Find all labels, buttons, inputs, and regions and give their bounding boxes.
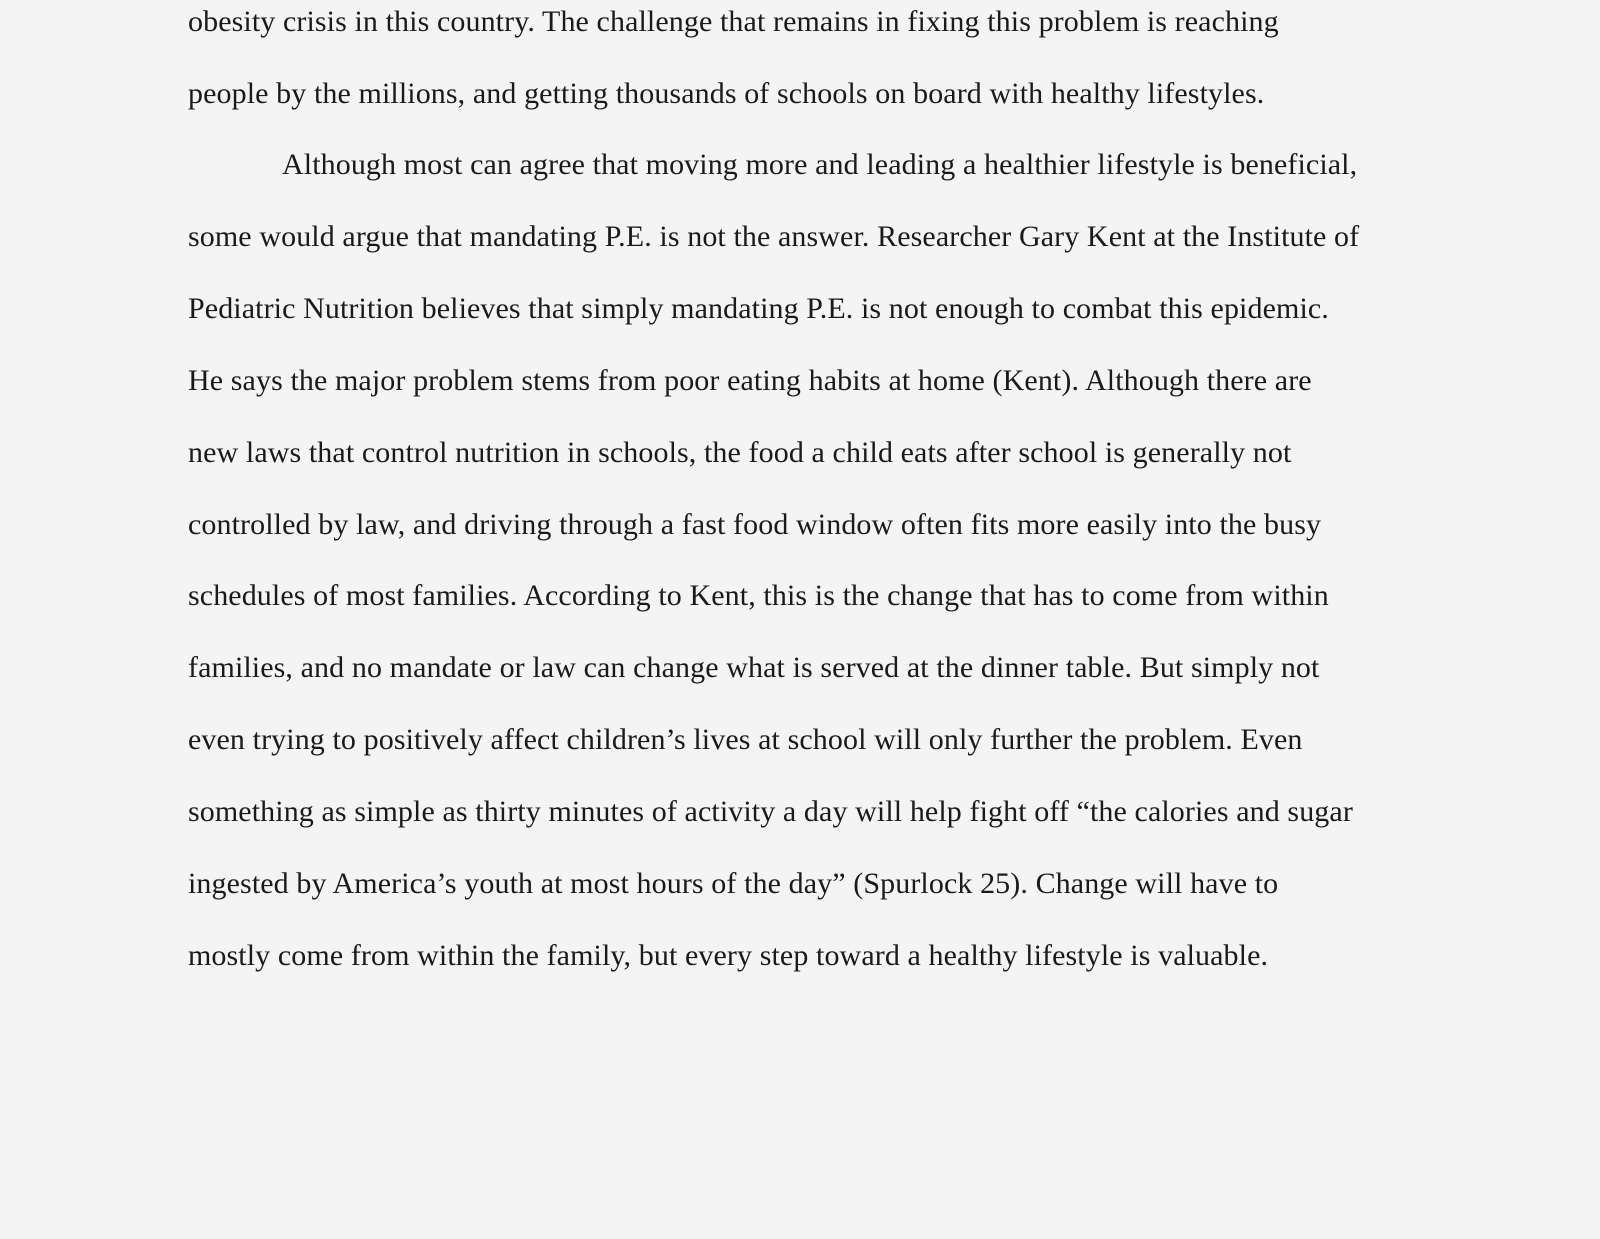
text-line: schedules of most families. According to Kent, this is the change that has to come from within [188, 579, 1329, 612]
text-line: obesity crisis in this country. The challenge that remains in fixing this problem is reaching [188, 5, 1279, 38]
text-line: mostly come from within the family, but every step toward a healthy lifestyle is valuable. [188, 939, 1269, 972]
text-line: something as simple as thirty minutes of activity a day will help fight off “the calories and sugar [188, 795, 1353, 828]
text-line: families, and no mandate or law can change what is served at the dinner table. But simply not [188, 651, 1320, 684]
text-line: new laws that control nutrition in schools, the food a child eats after school is generally not [188, 436, 1292, 469]
text-line: some would argue that mandating P.E. is not the answer. Researcher Gary Kent at the Institute of [188, 220, 1360, 253]
text-line: even trying to positively affect children’s lives at school will only further the problem. Even [188, 723, 1303, 756]
text-line: He says the major problem stems from poor eating habits at home (Kent). Although there are [188, 364, 1312, 397]
text-line: people by the millions, and getting thousands of schools on board with healthy lifestyles. [188, 77, 1265, 110]
paragraph-first-line: Although most can agree that moving more and leading a healthier lifestyle is beneficial, [282, 148, 1358, 181]
text-line: ingested by America’s youth at most hours of the day” (Spurlock 25). Change will have to [188, 867, 1279, 900]
text-line: Pediatric Nutrition believes that simply mandating P.E. is not enough to combat this epidemic. [188, 292, 1329, 325]
text-line: controlled by law, and driving through a fast food window often fits more easily into the busy [188, 508, 1322, 541]
